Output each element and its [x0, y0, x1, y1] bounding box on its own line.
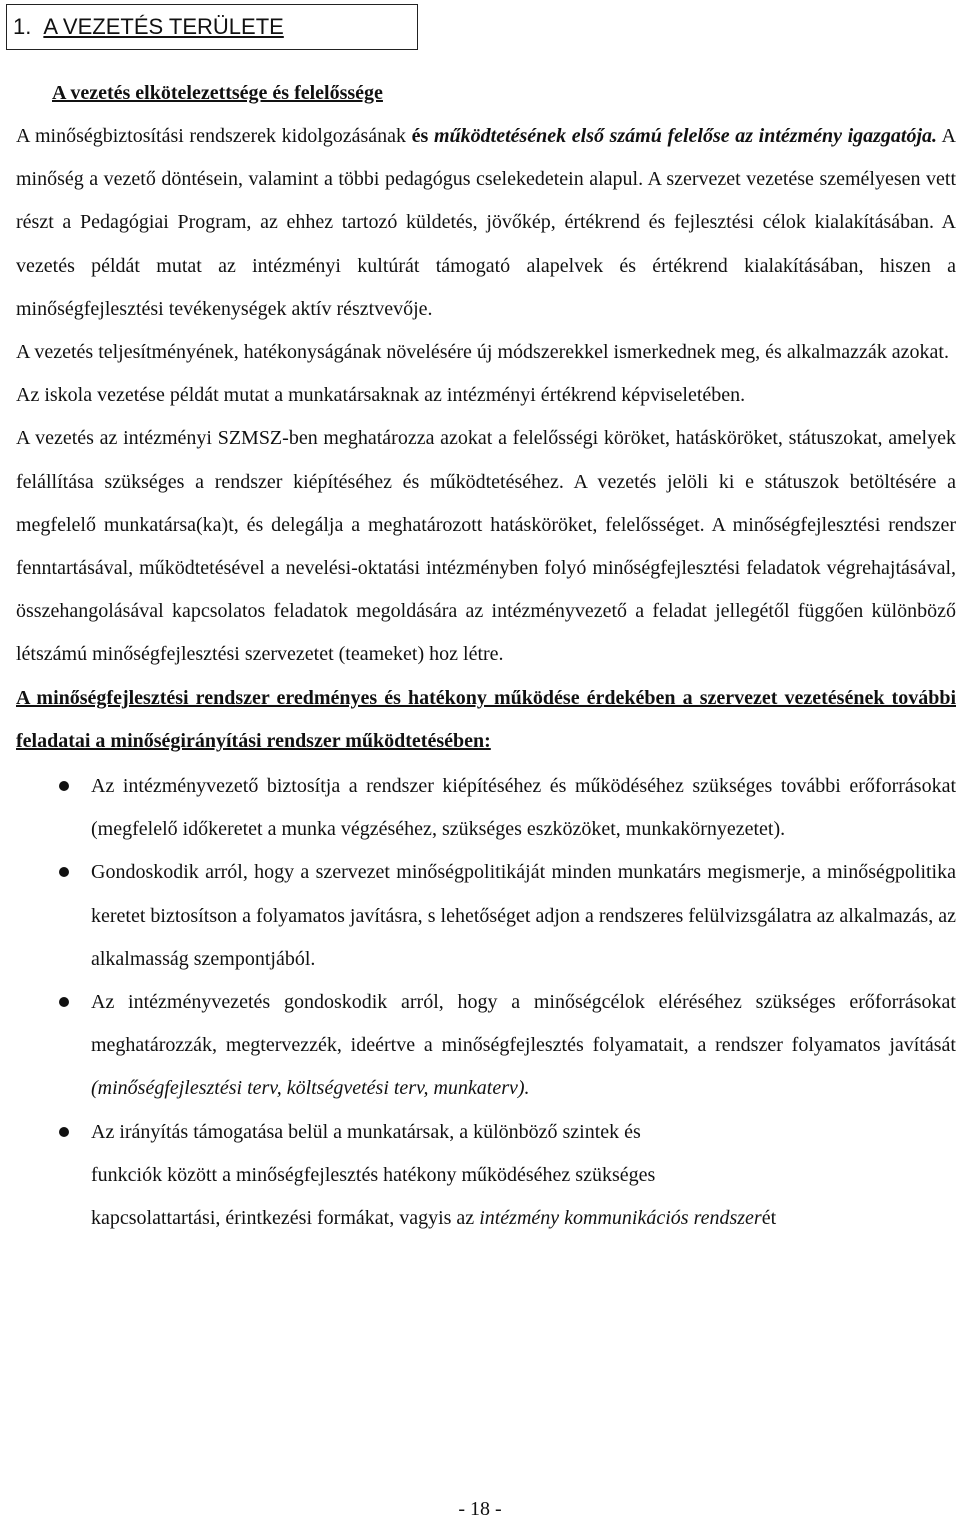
intro-bold: és [411, 125, 434, 147]
bullet-icon [59, 867, 69, 877]
section-title: A vezetés elkötelezettsége és felelőssége [52, 82, 383, 104]
document-body [16, 115, 956, 1240]
paragraph-2: A vezetés teljesítményének, hatékonyságának növelésére új módszerekkel ismerkednek meg, és alkalmazzák azokat. [16, 341, 949, 364]
chapter-title: A VEZETÉS TERÜLETE [43, 14, 284, 39]
chapter-number: 1. [13, 14, 32, 39]
intro-text-2: A minőség a vezető döntésein, valamint a többi pedagógus cselekedetein alapul. A szervezet vezetése személyesen vett részt a Pedagógiai Program, az ehhez tartozó küldetés, jövőkép, értékrend és fejlesztési célok kialakításában. A vezetés példát mutat az intézményi kultúrát támogató alapelvek és értékrend kialakításában, hiszen a minőségfejlesztési tevékenységek aktív résztvevője. [16, 125, 956, 320]
intro-paragraph [16, 115, 956, 331]
intro-text-1: A minőségbiztosítási rendszerek kidolgozásának [16, 125, 412, 147]
task-list [16, 765, 956, 1240]
list-item: Az intézményvezető biztosítja a rendszer kiépítéséhez és működéséhez szükséges további erőforrásokat (megfelelő időkeretet a munka végzéséhez, szükséges eszközöket, munkakörnyezetet). [16, 765, 956, 851]
list-item: Az intézményvezetés gondoskodik arról, hogy a minőségcélok eléréséhez szükséges erőforrásokat meghatározzák, megtervezzék, ideértve a minőségfejlesztés folyamatait, a rendszer folyamatos javítását (minőségfejlesztési terv, költségvetési terv, munkaterv). [16, 981, 956, 1111]
paragraph-3: Az iskola vezetése példát mutat a munkatársaknak az intézményi értékrend képviseletében. [16, 384, 746, 407]
bullet-icon [59, 997, 69, 1007]
page-number: - 18 - [458, 1498, 502, 1520]
tasks-heading: A minőségfejlesztési rendszer eredményes és hatékony működése érdekében a szervezet vezetésének további feladatai a minőségirányítási rendszer működtetésében: [16, 686, 956, 752]
list-item: Gondoskodik arról, hogy a szervezet minőségpolitikáját minden munkatárs megismerje, a minőségpolitika keretet biztosítson a folyamatos javításra, s lehetőséget adjon a rendszeres felülvizsgálatra az alkalmazás, az alkalmasság szempontjából. [16, 851, 956, 981]
list-item: Az irányítás támogatása belül a munkatársak, a különböző szintek és funkciók között a minőségfejlesztés hatékony működéséhez szükséges kapcsolattartási, érintkezési formákat, vagyis az intézmény kommunikációs rendszerét [16, 1111, 956, 1241]
italic-plan-list: (minőségfejlesztési terv, költségvetési terv, munkaterv). [91, 1077, 530, 1100]
paragraph-4: A vezetés az intézményi SZMSZ-ben meghatározza azokat a felelősségi köröket, hatásköröket, státuszokat, amelyek felállítása szükséges a rendszer kiépítéséhez és működtetéséhez. A vezetés jelöli ki e státuszok betöltésére a megfelelő munkatársa(ka)t, és delegálja a meghatározott hatásköröket, felelősséget. A minőségfejlesztési rendszer fenntartásával, működtetésével a nevelési-oktatási intézményben folyó minőségfejlesztési feladatok végrehajtásával, összehangolásával kapcsolatos feladatok megoldására az intézményvezető a feladat jellegétől függően különböző létszámú minőségfejlesztési szervezetet (teameket) hoz létre. [16, 427, 956, 666]
bullet-icon [59, 781, 69, 791]
bullet-icon [59, 1127, 69, 1137]
chapter-heading-box [6, 4, 418, 50]
intro-bold-italic: működtetésének első számú felelőse az intézmény igazgatója. [433, 125, 938, 147]
italic-communication-system: intézmény kommunikációs rendszer [479, 1207, 762, 1230]
